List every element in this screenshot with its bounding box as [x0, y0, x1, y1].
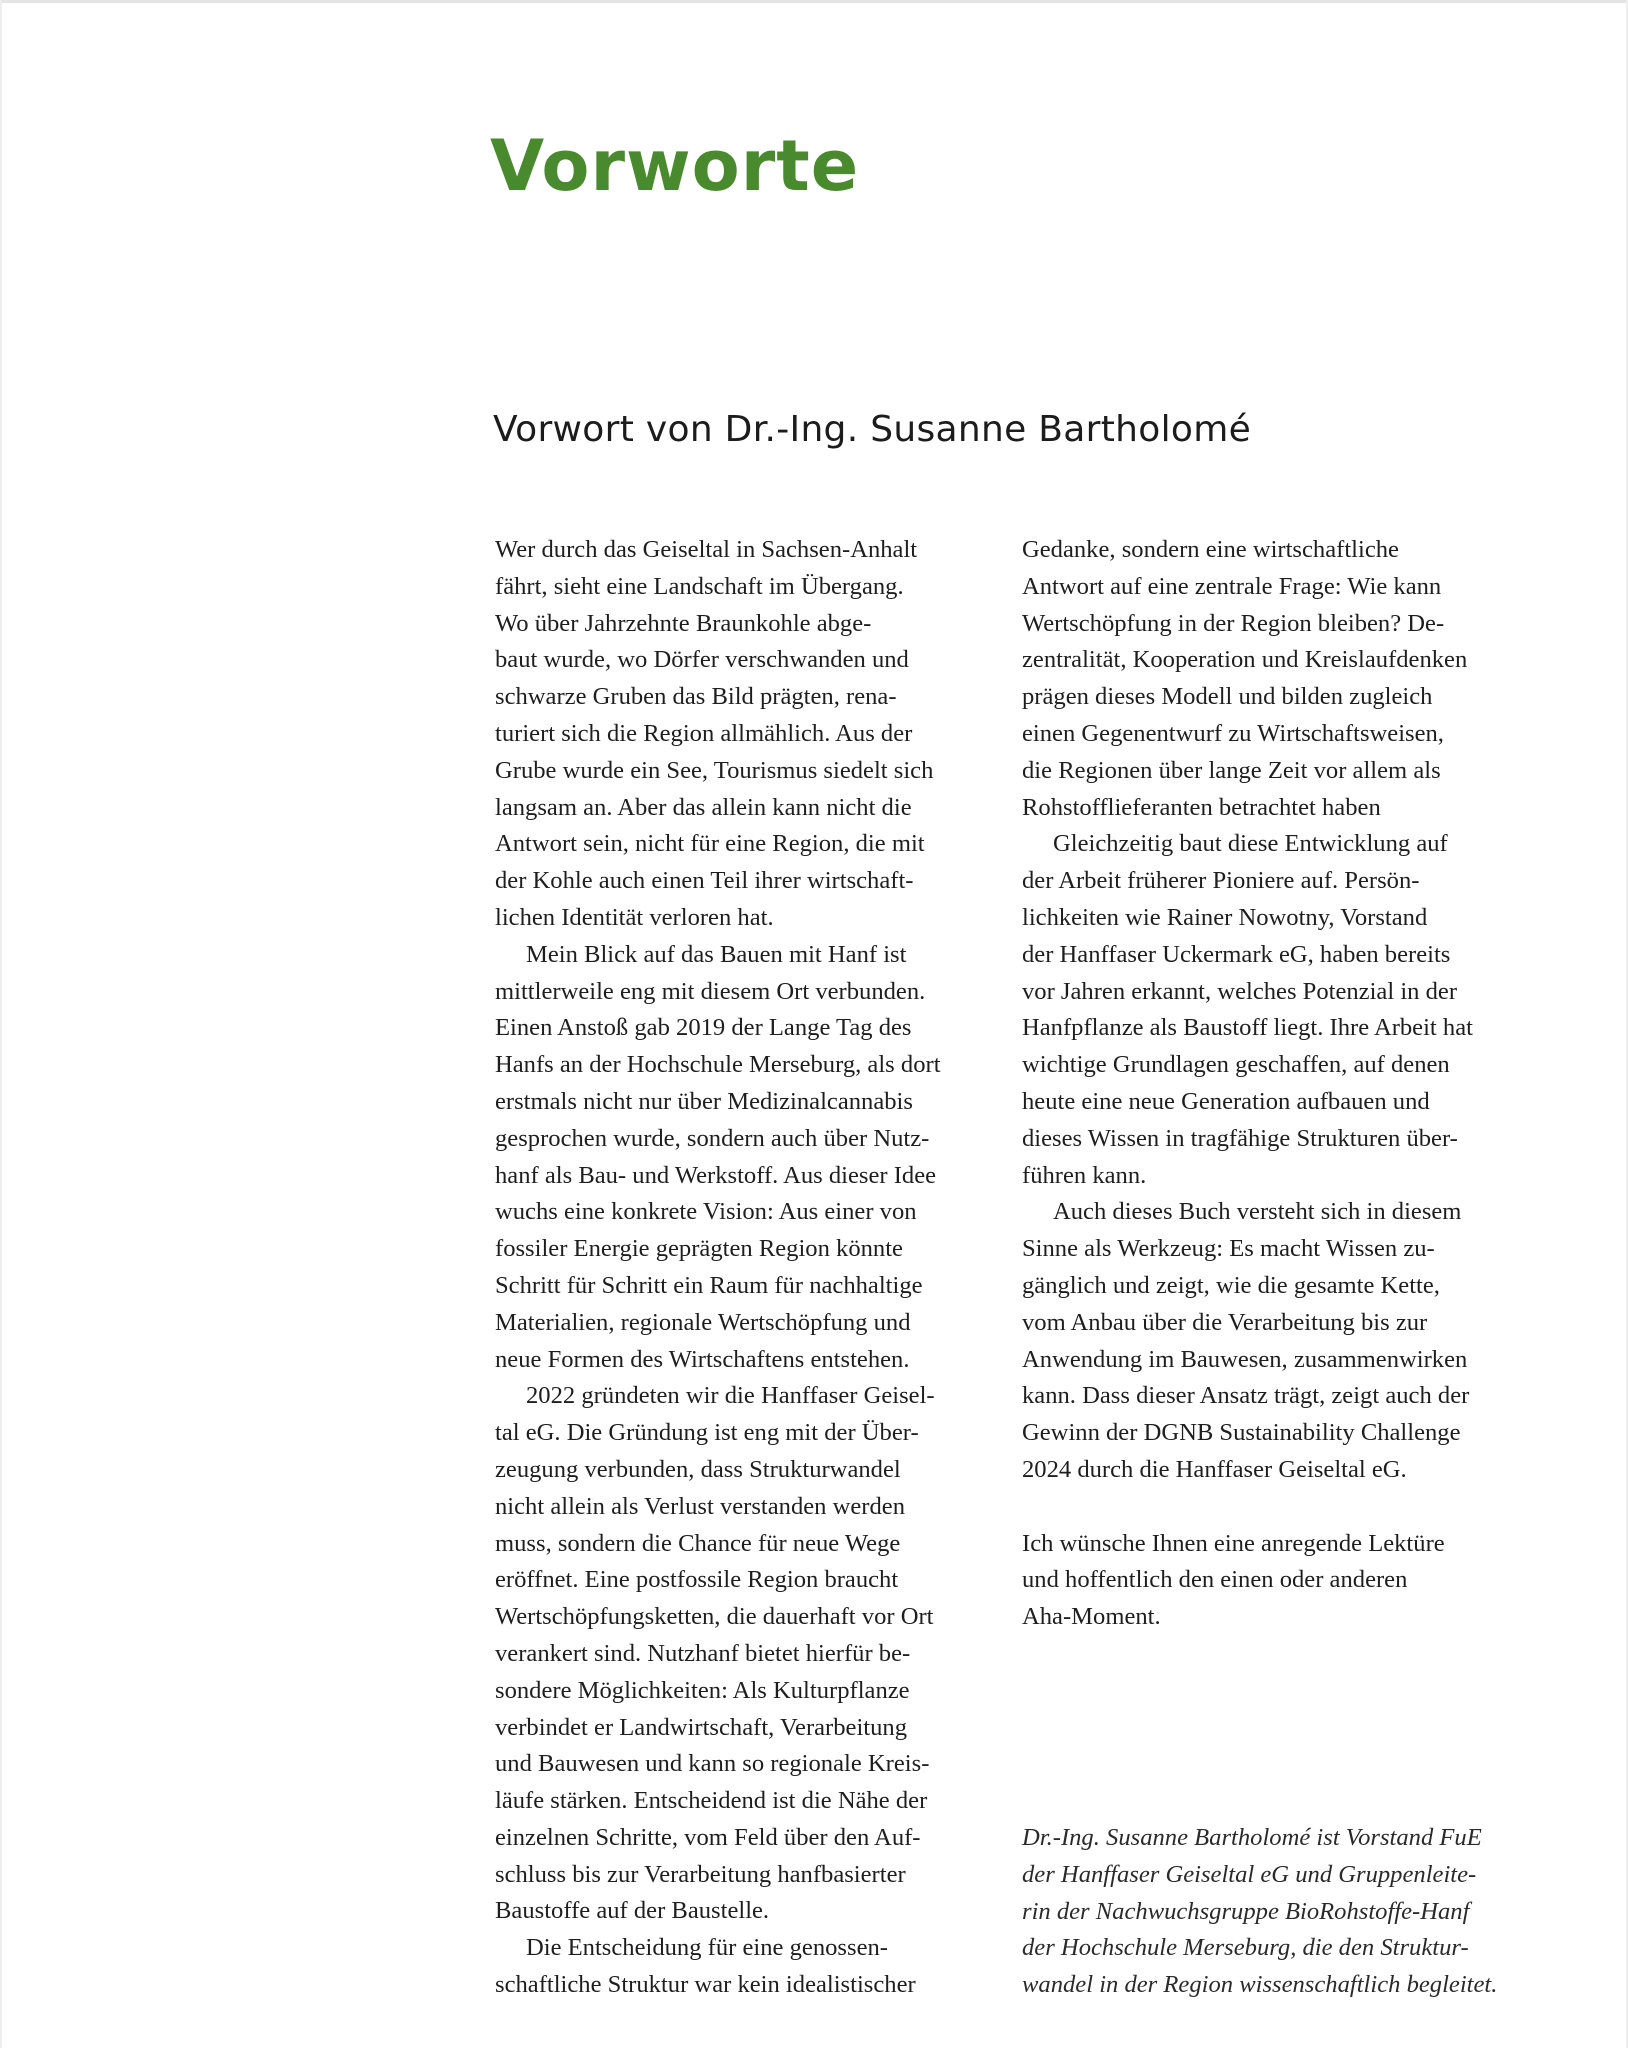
text-line: Aha-Moment. [1022, 1603, 1161, 1631]
text-line: Ich wünsche Ihnen eine anregende Lektüre [1022, 1529, 1445, 1557]
paragraph-gap [1022, 1489, 1532, 1526]
text-line: der Hanffaser Uckermark eG, haben bereits [1022, 940, 1451, 968]
text-line: einen Gegenentwurf zu Wirtschaftsweisen, [1022, 719, 1444, 747]
bio-line: der Hanffaser Geiseltal eG und Gruppenleite- [1022, 1860, 1477, 1888]
section-heading: Vorwort von Dr.-Ing. Susanne Bartholomé [493, 409, 1252, 450]
text-line: lichkeiten wie Rainer Nowotny, Vorstand [1022, 903, 1428, 931]
text-line: Wertschöpfungsketten, die dauerhaft vor Ort [495, 1603, 934, 1631]
text-line: neue Formen des Wirtschaftens entstehen. [495, 1345, 910, 1373]
text-line: Die Entscheidung für eine genossen- [526, 1934, 888, 1962]
text-line: zentralität, Kooperation und Kreislaufdenken [1022, 646, 1468, 674]
text-line: verankert sind. Nutzhanf bietet hierfür be- [495, 1639, 911, 1667]
text-line: prägen dieses Modell und bilden zugleich [1022, 683, 1433, 711]
text-line: gesprochen wurde, sondern auch über Nutz- [495, 1124, 930, 1152]
text-line: Materialien, regionale Wertschöpfung und [495, 1308, 911, 1336]
text-line: Wertschöpfung in der Region bleiben? De- [1022, 609, 1445, 637]
text-line: die Regionen über lange Zeit vor allem als [1022, 756, 1441, 784]
text-line: 2022 gründeten wir die Hanffaser Geisel- [526, 1382, 935, 1410]
text-line: Baustoffe auf der Baustelle. [495, 1897, 770, 1925]
text-line: erstmals nicht nur über Medizinalcannabis [495, 1087, 913, 1115]
text-line: 2024 durch die Hanffaser Geiseltal eG. [1022, 1455, 1407, 1483]
text-line: Sinne als Werkzeug: Es macht Wissen zu- [1022, 1235, 1435, 1263]
page-top-edge [0, 0, 1628, 3]
text-line: zeugung verbunden, dass Strukturwandel [495, 1455, 901, 1483]
text-line: Antwort sein, nicht für eine Region, die mit [495, 830, 925, 858]
text-line: eröffnet. Eine postfossile Region braucht [495, 1566, 899, 1594]
text-line: und Bauwesen und kann so regionale Kreis- [495, 1750, 930, 1778]
author-bio [1022, 1820, 1592, 2004]
text-line: baut wurde, wo Dörfer verschwanden und [495, 646, 909, 674]
text-line: Mein Blick auf das Bauen mit Hanf ist [526, 940, 907, 968]
text-line: fossiler Energie geprägten Region könnte [495, 1235, 903, 1263]
text-line: Anwendung im Bauwesen, zusammenwirken [1022, 1345, 1468, 1373]
page-left-edge [0, 0, 2, 2048]
text-line: wichtige Grundlagen geschaffen, auf denen [1022, 1051, 1450, 1079]
text-line: der Arbeit früherer Pioniere auf. Persön- [1022, 867, 1420, 895]
text-line: Gedanke, sondern eine wirtschaftliche [1022, 536, 1399, 563]
text-line: führen kann. [1022, 1161, 1147, 1189]
text-line: sondere Möglichkeiten: Als Kulturpflanze [495, 1676, 910, 1704]
text-line: fährt, sieht eine Landschaft im Übergang. [495, 572, 904, 600]
bio-line: Dr.-Ing. Susanne Bartholomé ist Vorstand FuE [1022, 1824, 1482, 1851]
text-line: tal eG. Die Gründung ist eng mit der Über- [495, 1419, 919, 1447]
text-line: Wo über Jahrzehnte Braunkohle abge- [495, 609, 872, 637]
text-line: Hanfpflanze als Baustoff liegt. Ihre Arbeit hat [1022, 1014, 1473, 1042]
text-line: einzelnen Schritte, vom Feld über den Auf- [495, 1823, 921, 1851]
text-line: der Kohle auch einen Teil ihrer wirtschaft- [495, 867, 914, 895]
text-line: verbindet er Landwirtschaft, Verarbeitung [495, 1713, 908, 1741]
text-line: muss, sondern die Chance für neue Wege [495, 1529, 901, 1557]
text-line: lichen Identität verloren hat. [495, 903, 774, 931]
page-title: Vorworte [490, 125, 860, 207]
text-line: kann. Dass dieser Ansatz trägt, zeigt auch der [1022, 1382, 1470, 1410]
text-line: nicht allein als Verlust verstanden werden [495, 1492, 905, 1520]
text-line: langsam an. Aber das allein kann nicht die [495, 793, 912, 821]
text-line: läufe stärken. Entscheidend ist die Nähe der [495, 1787, 928, 1815]
body-column-right [1022, 532, 1532, 1636]
text-line: Gewinn der DGNB Sustainability Challenge [1022, 1419, 1461, 1447]
text-line: vom Anbau über die Verarbeitung bis zur [1022, 1308, 1428, 1336]
body-column-left [495, 532, 1005, 2004]
text-line: turiert sich die Region allmählich. Aus der [495, 719, 913, 747]
text-line: Grube wurde ein See, Tourismus siedelt sich [495, 756, 934, 784]
text-line: Hanfs an der Hochschule Merseburg, als dort [495, 1051, 941, 1079]
text-line: Rohstofflieferanten betrachtet haben [1022, 793, 1381, 821]
text-line: Einen Anstoß gab 2019 der Lange Tag des [495, 1014, 912, 1042]
text-line: schwarze Gruben das Bild prägten, rena- [495, 683, 897, 711]
text-line: hanf als Bau- und Werkstoff. Aus dieser Idee [495, 1161, 937, 1189]
text-line: heute eine neue Generation aufbauen und [1022, 1087, 1430, 1115]
text-line: Antwort auf eine zentrale Frage: Wie kann [1022, 572, 1442, 600]
text-line: und hoffentlich den einen oder anderen [1022, 1566, 1408, 1594]
bio-line: rin der Nachwuchsgruppe BioRohstoffe-Hanf [1022, 1897, 1470, 1925]
bio-line: der Hochschule Merseburg, die den Struktur- [1022, 1934, 1469, 1962]
bio-line: wandel in der Region wissenschaftlich begleitet. [1022, 1971, 1498, 1999]
text-line: dieses Wissen in tragfähige Strukturen über- [1022, 1124, 1458, 1152]
text-line: Gleichzeitig baut diese Entwicklung auf [1053, 830, 1448, 858]
text-line: gänglich und zeigt, wie die gesamte Kette, [1022, 1271, 1440, 1299]
text-line: Wer durch das Geiseltal in Sachsen-Anhalt [495, 536, 918, 563]
text-line: Schritt für Schritt ein Raum für nachhaltige [495, 1271, 923, 1299]
text-line: schluss bis zur Verarbeitung hanfbasierter [495, 1860, 906, 1888]
text-line: Auch dieses Buch versteht sich in diesem [1053, 1198, 1462, 1226]
text-line: schaftliche Struktur war kein idealistischer [495, 1971, 916, 1999]
text-line: wuchs eine konkrete Vision: Aus einer von [495, 1198, 917, 1226]
text-line: vor Jahren erkannt, welches Potenzial in der [1022, 977, 1458, 1005]
text-line: mittlerweile eng mit diesem Ort verbunden. [495, 977, 926, 1005]
